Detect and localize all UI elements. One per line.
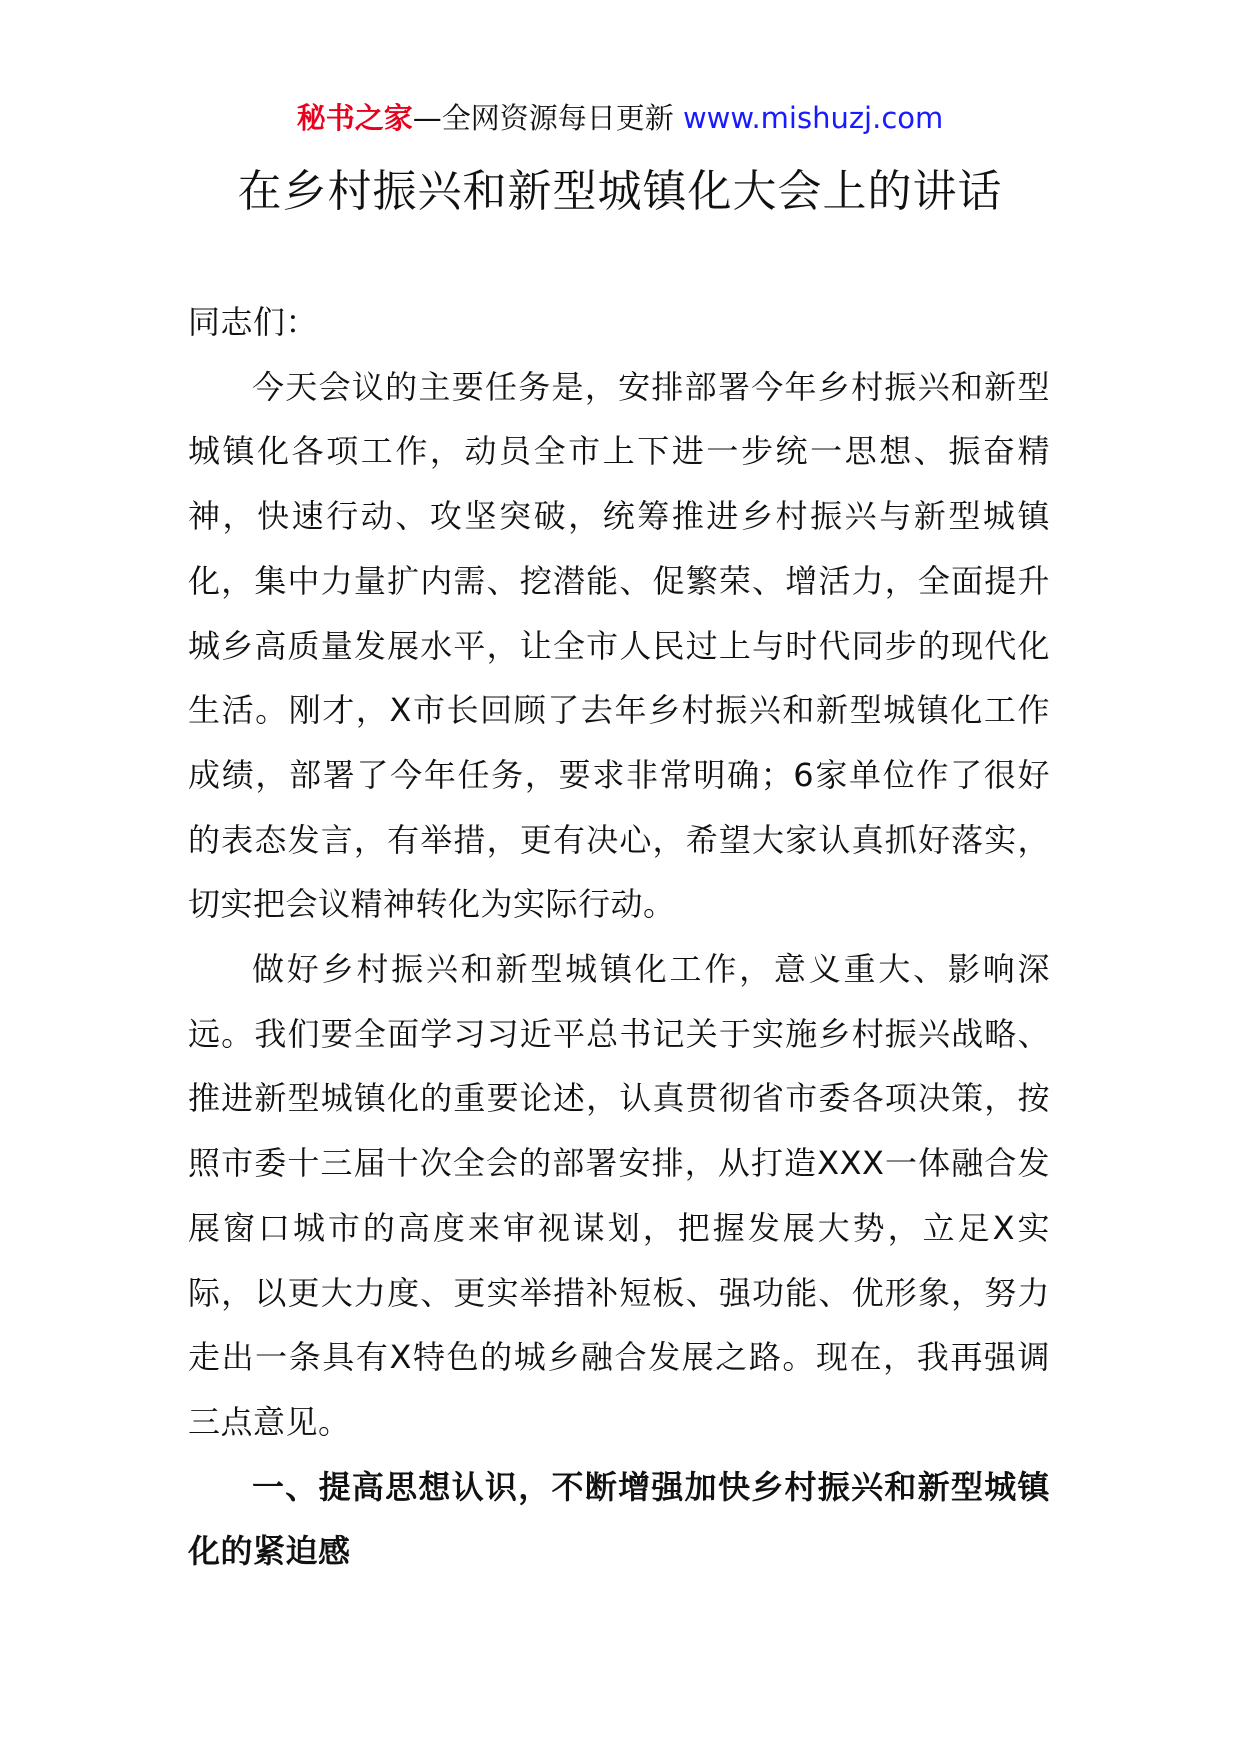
body-paragraph-2: 做好乡村振兴和新型城镇化工作，意义重大、影响深远。我们要全面学习习近平总书记关于实施乡村振兴战略、推进新型城镇化的重要论述，认真贯彻省市委各项决策，按照市委十三届十次全会的部署安排，从打造XXX一体融合发展窗口城市的高度来审视谋划，把握发展大势，立足X实际，以更大力度、更实举措补短板、强功能、优形象，努力走出一条具有X特色的城乡融合发展之路。现在，我再强调三点意见。	[188, 950, 1050, 1441]
document-body	[188, 290, 1050, 1584]
salutation: 同志们：	[188, 303, 319, 341]
site-url-link[interactable]: www.mishuzj.com	[682, 101, 944, 135]
site-brand: 秘书之家	[296, 101, 413, 135]
site-header	[0, 98, 1240, 138]
section-heading: 一、提高思想认识，不断增强加快乡村振兴和新型城镇化的紧迫感	[188, 1467, 1050, 1571]
site-tagline: —全网资源每日更新	[412, 101, 683, 135]
document-title: 在乡村振兴和新型城镇化大会上的讲话	[237, 166, 1003, 217]
body-paragraph-1: 今天会议的主要任务是，安排部署今年乡村振兴和新型城镇化各项工作，动员全市上下进一步统一思想、振奋精神，快速行动、攻坚突破，统筹推进乡村振兴与新型城镇化，集中力量扩内需、挖潜能、促繁荣、增活力，全面提升城乡高质量发展水平，让全市人民过上与时代同步的现代化生活。刚才，X市长回顾了去年乡村振兴和新型城镇化工作成绩，部署了今年任务，要求非常明确；6家单位作了很好的表态发言，有举措，更有决心，希望大家认真抓好落实，切实把会议精神转化为实际行动。	[188, 367, 1050, 924]
